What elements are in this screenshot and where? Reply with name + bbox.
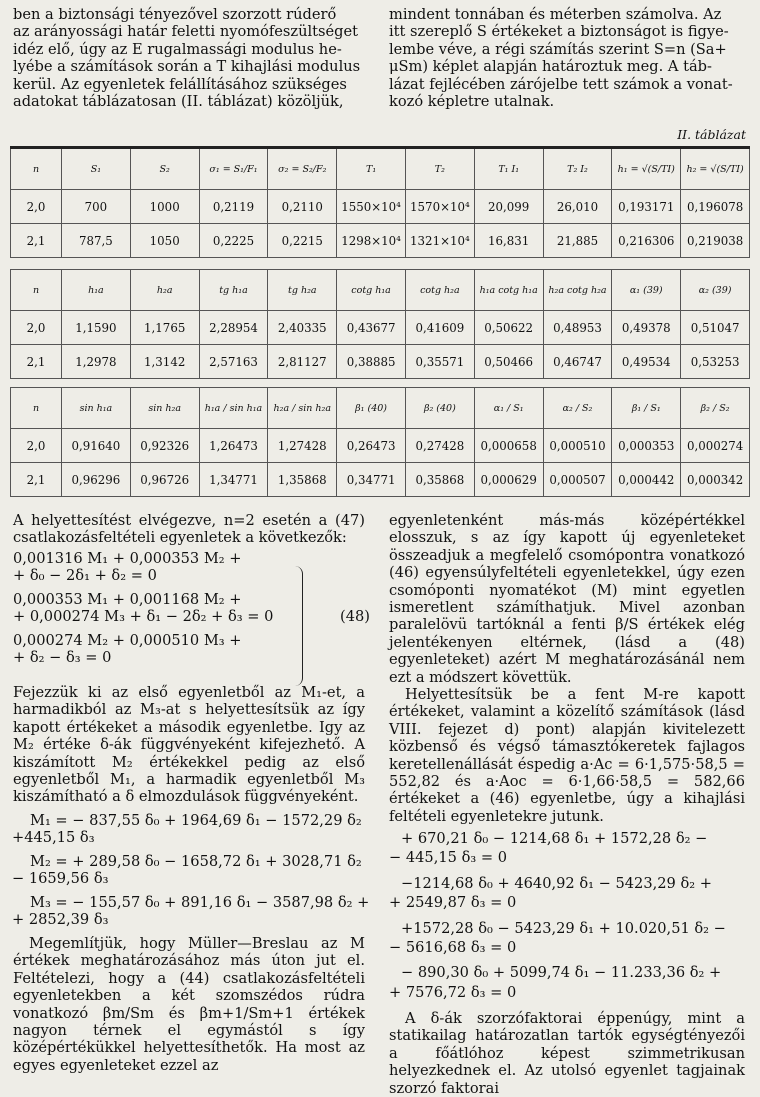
data-table-3 bbox=[10, 387, 750, 497]
header-cell: β₁ (40) bbox=[337, 388, 406, 429]
header-cell: S₂ bbox=[130, 148, 199, 190]
table-cell: 0,50466 bbox=[474, 345, 543, 379]
table-cell: 0,43677 bbox=[337, 311, 406, 345]
equation-line: + 0,000274 M₃ + δ₁ − 2δ₂ + δ₃ = 0 bbox=[13, 608, 274, 626]
table-row bbox=[11, 463, 750, 497]
equation-line: + 2549,87 δ₃ = 0 bbox=[389, 894, 517, 912]
table-cell: 0,000353 bbox=[612, 429, 681, 463]
header-cell: sin h₁a bbox=[62, 388, 131, 429]
table-cell: 1,1590 bbox=[62, 311, 131, 345]
equation-line: M₂ = + 289,58 δ₀ − 1658,72 δ₁ + 3028,71 δ₂ bbox=[30, 852, 362, 870]
table-cell: 1550×10⁴ bbox=[337, 190, 406, 224]
header-cell: h₁a / sin h₁a bbox=[199, 388, 268, 429]
table-cell: 1,1765 bbox=[130, 311, 199, 345]
equation-line: +445,15 δ₃ bbox=[12, 829, 95, 847]
header-cell: β₁ / S₁ bbox=[612, 388, 681, 429]
table-cell: 20,099 bbox=[474, 190, 543, 224]
m-equations bbox=[12, 812, 370, 929]
table-header-row bbox=[11, 148, 750, 190]
header-cell: β₂ / S₂ bbox=[681, 388, 750, 429]
header-cell: σ₂ = S₂/F₂ bbox=[268, 148, 337, 190]
table-cell: 0,49378 bbox=[612, 311, 681, 345]
table-row bbox=[11, 345, 750, 379]
text-line: itt szereplő S értékeket a biztonságot is figye- bbox=[389, 23, 729, 41]
table-cell: 0,48953 bbox=[543, 311, 612, 345]
header-cell: σ₁ = S₁/F₁ bbox=[199, 148, 268, 190]
text-line: μSm) képlet alapján határoztuk meg. A táb- bbox=[389, 58, 712, 76]
header-cell: tg h₁a bbox=[199, 270, 268, 311]
equation-line: 0,000353 M₁ + 0,001168 M₂ + bbox=[13, 590, 242, 608]
table-cell: 2,0 bbox=[11, 190, 62, 224]
table-cell: 1,35868 bbox=[268, 463, 337, 497]
table-cell: 0,2119 bbox=[199, 190, 268, 224]
table-row bbox=[11, 190, 750, 224]
table-cell: 0,26473 bbox=[337, 429, 406, 463]
left-intro: A helyettesítést elvégezve, n=2 esetén a (47) csatlakozásfeltételi egyenletek a következők: bbox=[13, 512, 365, 547]
right-equations bbox=[389, 830, 726, 1003]
table-header-row bbox=[11, 270, 750, 311]
table-cell: 1,26473 bbox=[199, 429, 268, 463]
top-left-paragraph bbox=[13, 6, 365, 110]
table-cell: 1,2978 bbox=[62, 345, 131, 379]
equation-line: + 2852,39 δ₃ bbox=[12, 911, 109, 929]
text-line: lázat fejlécében zárójelbe tett számok a vonat- bbox=[389, 75, 733, 93]
equation-line: 0,000274 M₂ + 0,000510 M₃ + bbox=[13, 631, 242, 649]
brace bbox=[292, 566, 303, 686]
table-cell: 2,0 bbox=[11, 429, 62, 463]
table-cell: 2,1 bbox=[11, 224, 62, 258]
header-cell: α₂ / S₂ bbox=[543, 388, 612, 429]
table-cell: 21,885 bbox=[543, 224, 612, 258]
table-cell: 0,2215 bbox=[268, 224, 337, 258]
equation-line: −1214,68 δ₀ + 4640,92 δ₁ − 5423,29 δ₂ + bbox=[401, 874, 712, 892]
header-cell: n bbox=[11, 270, 62, 311]
text-line: idéz elő, úgy az E rugalmassági modulus he- bbox=[13, 40, 342, 58]
table-cell: 16,831 bbox=[474, 224, 543, 258]
table-cell: 0,000510 bbox=[543, 429, 612, 463]
table-cell: 0,2110 bbox=[268, 190, 337, 224]
header-cell: T₂ I₂ bbox=[543, 148, 612, 190]
equation-line: + 670,21 δ₀ − 1214,68 δ₁ + 1572,28 δ₂ − bbox=[401, 830, 708, 847]
table-cell: 700 bbox=[62, 190, 131, 224]
table-cell: 26,010 bbox=[543, 190, 612, 224]
table-cell: 0,96296 bbox=[62, 463, 131, 497]
text-line: adatokat táblázatosan (II. táblázat) közöljük, bbox=[13, 93, 344, 111]
table-cell: 0,000507 bbox=[543, 463, 612, 497]
table-cell: 1321×10⁴ bbox=[405, 224, 474, 258]
header-cell: h₂a bbox=[130, 270, 199, 311]
table-cell: 0,000274 bbox=[681, 429, 750, 463]
table-cell: 0,35571 bbox=[405, 345, 474, 379]
equation-number: (48) bbox=[340, 608, 370, 625]
table-cell: 2,1 bbox=[11, 345, 62, 379]
header-cell: h₂a / sin h₂a bbox=[268, 388, 337, 429]
text-line: lyébe a számítások során a T kihajlási modulus bbox=[13, 58, 361, 76]
table-cell: 0,34771 bbox=[337, 463, 406, 497]
table-cell: 0,216306 bbox=[612, 224, 681, 258]
table-cell: 1000 bbox=[130, 190, 199, 224]
table-cell: 0,91640 bbox=[62, 429, 131, 463]
table-cell: 0,41609 bbox=[405, 311, 474, 345]
table-cell: 0,196078 bbox=[681, 190, 750, 224]
table-row bbox=[11, 429, 750, 463]
right-paragraph-3: A δ-ák szorzófaktorai éppenúgy, mint a statikailag határozatlan tartók egységtényezői a főátlóhoz képest szimmetrikusan helyezkednek el. Az utolsó egyenlet tagjainak szorzó faktorai bbox=[389, 1010, 745, 1097]
table-cell: 2,40335 bbox=[268, 311, 337, 345]
table-cell: 2,57163 bbox=[199, 345, 268, 379]
equation-line: − 445,15 δ₃ = 0 bbox=[389, 849, 507, 867]
left-paragraph-2: Fejezzük ki az első egyenletből az M₁-et, a harmadikból az M₃-at s helyettesítsük az így kapott értékeket a második egyenletbe. Igy az M₂ értéke δ-ák függvényeként kifejezhető. A kiszámított M₂ értékekkel pedig az első egyenletből M₁, a harmadik egyenletből M₃ kiszámítható a δ elmozdulások függvényeként. bbox=[13, 684, 365, 806]
header-cell: n bbox=[11, 148, 62, 190]
header-cell: cotg h₂a bbox=[405, 270, 474, 311]
text-line: ben a biztonsági tényezővel szorzott rúderő bbox=[13, 6, 337, 23]
table-cell: 1,3142 bbox=[130, 345, 199, 379]
table-cell: 1050 bbox=[130, 224, 199, 258]
table-cell: 1,34771 bbox=[199, 463, 268, 497]
table-cell: 0,96726 bbox=[130, 463, 199, 497]
data-table-2 bbox=[10, 269, 750, 379]
table-cell: 0,53253 bbox=[681, 345, 750, 379]
text-line: lembe véve, a régi számítás szerint S=n (Sa+ bbox=[389, 40, 727, 58]
left-paragraph-3: Megemlítjük, hogy Müller—Breslau az M értékek meghatározásához más úton jut el. Feltételezi, hogy a (44) csatlakozásfeltételi egyenletekben a két szomszédos rúdra vonatkozó βm/Sm és βm+1/Sm+1 értékek nagyon térnek el egymástól s így középértékükkel helyettesíthetők. Ha most az egyes egyenleteket ezzel az bbox=[13, 935, 365, 1074]
equation-line: M₃ = − 155,57 δ₀ + 891,16 δ₁ − 3587,98 δ₂ + bbox=[30, 893, 370, 911]
table-row bbox=[11, 311, 750, 345]
top-right-paragraph bbox=[389, 6, 745, 110]
equation-line: − 1659,56 δ₃ bbox=[12, 870, 109, 888]
equation-line: 0,001316 M₁ + 0,000353 M₂ + bbox=[13, 550, 242, 567]
equation-line: − 5616,68 δ₃ = 0 bbox=[389, 939, 517, 957]
header-cell: h₁a cotg h₁a bbox=[474, 270, 543, 311]
table-cell: 2,28954 bbox=[199, 311, 268, 345]
table-cell: 2,0 bbox=[11, 311, 62, 345]
right-paragraph-1: egyenletenként más-más középértékkel elosszuk, s az így kapott új egyenleteket összeadjuk a megfelelő csomópontra vonatkozó (46) egyensúlyfeltételi egyenletekkel, úgy ezen csomóponti nyomatékot (M) mint egyetlen ismeretlent számíthatjuk. Mivel azonban paralelövü tartóknál a fenti β/S értékek elég jelentékenyen eltérnek, (lásd a (48) egyenleteket) azért M meghatározásánál nem ezt a módszert követtük. bbox=[389, 512, 745, 686]
table-cell: 0,49534 bbox=[612, 345, 681, 379]
equation-line: + 7576,72 δ₃ = 0 bbox=[389, 983, 517, 1001]
table-caption: II. táblázat bbox=[677, 127, 746, 142]
equation-system-48 bbox=[13, 550, 273, 666]
table-cell: 0,92326 bbox=[130, 429, 199, 463]
table-cell: 787,5 bbox=[62, 224, 131, 258]
header-cell: α₁ / S₁ bbox=[474, 388, 543, 429]
table-cell: 2,81127 bbox=[268, 345, 337, 379]
header-cell: T₁ bbox=[337, 148, 406, 190]
header-cell: T₁ I₁ bbox=[474, 148, 543, 190]
table-cell: 0,50622 bbox=[474, 311, 543, 345]
table-row bbox=[11, 224, 750, 258]
table-cell: 0,193171 bbox=[612, 190, 681, 224]
equation-line: − 890,30 δ₀ + 5099,74 δ₁ − 11.233,36 δ₂ + bbox=[401, 964, 722, 982]
header-cell: h₂a cotg h₂a bbox=[543, 270, 612, 311]
table-cell: 0,000342 bbox=[681, 463, 750, 497]
data-table-1 bbox=[10, 146, 750, 258]
table-cell: 1,27428 bbox=[268, 429, 337, 463]
table-cell: 0,35868 bbox=[405, 463, 474, 497]
table-cell: 0,000658 bbox=[474, 429, 543, 463]
table-cell: 0,27428 bbox=[405, 429, 474, 463]
equation-line: + δ₂ − δ₃ = 0 bbox=[13, 649, 112, 667]
header-cell: tg h₂a bbox=[268, 270, 337, 311]
header-cell: α₁ (39) bbox=[612, 270, 681, 311]
header-cell: h₂ = √(S/TI) bbox=[681, 148, 750, 190]
text-line: kerül. Az egyenletek felállításához szükséges bbox=[13, 75, 347, 93]
table-cell: 1570×10⁴ bbox=[405, 190, 474, 224]
text-line: mindent tonnában és méterben számolva. Az bbox=[389, 6, 722, 23]
table-cell: 0,46747 bbox=[543, 345, 612, 379]
header-cell: cotg h₁a bbox=[337, 270, 406, 311]
table-cell: 0,38885 bbox=[337, 345, 406, 379]
table-cell: 0,51047 bbox=[681, 311, 750, 345]
table-cell: 2,1 bbox=[11, 463, 62, 497]
table-cell: 0,2225 bbox=[199, 224, 268, 258]
equation-line: + δ₀ − 2δ₁ + δ₂ = 0 bbox=[13, 567, 157, 585]
table-header-row bbox=[11, 388, 750, 429]
right-paragraph-2: Helyettesítsük be a fent M-re kapott értékeket, valamint a közelítő számítások (lásd VIII. fejezet d) pont) alapján kivitelezett közbenső és végső támasztókeretek fajlagos keretellenállását éspedig a·Ac = 6·1,575·58,5 = 552,82 és a·Aoc = 6·1,66·58,5 = 582,66 értékeket a (46) egyenletbe, úgy a kihajlási feltételi egyenletekre jutunk. bbox=[389, 686, 745, 825]
table-cell: 0,000629 bbox=[474, 463, 543, 497]
text-line: kozó képletre utalnak. bbox=[389, 93, 555, 111]
equation-line: +1572,28 δ₀ − 5423,29 δ₁ + 10.020,51 δ₂ − bbox=[401, 919, 726, 937]
header-cell: T₂ bbox=[405, 148, 474, 190]
header-cell: n bbox=[11, 388, 62, 429]
header-cell: h₁a bbox=[62, 270, 131, 311]
table-cell: 0,000442 bbox=[612, 463, 681, 497]
header-cell: S₁ bbox=[62, 148, 131, 190]
table-cell: 1298×10⁴ bbox=[337, 224, 406, 258]
header-cell: α₂ (39) bbox=[681, 270, 750, 311]
header-cell: sin h₂a bbox=[130, 388, 199, 429]
header-cell: h₁ = √(S/TI) bbox=[612, 148, 681, 190]
table-cell: 0,219038 bbox=[681, 224, 750, 258]
header-cell: β₂ (40) bbox=[405, 388, 474, 429]
equation-line: M₁ = − 837,55 δ₀ + 1964,69 δ₁ − 1572,29 δ₂ bbox=[30, 812, 362, 829]
text-line: az arányossági határ feletti nyomófeszültséget bbox=[13, 23, 358, 41]
